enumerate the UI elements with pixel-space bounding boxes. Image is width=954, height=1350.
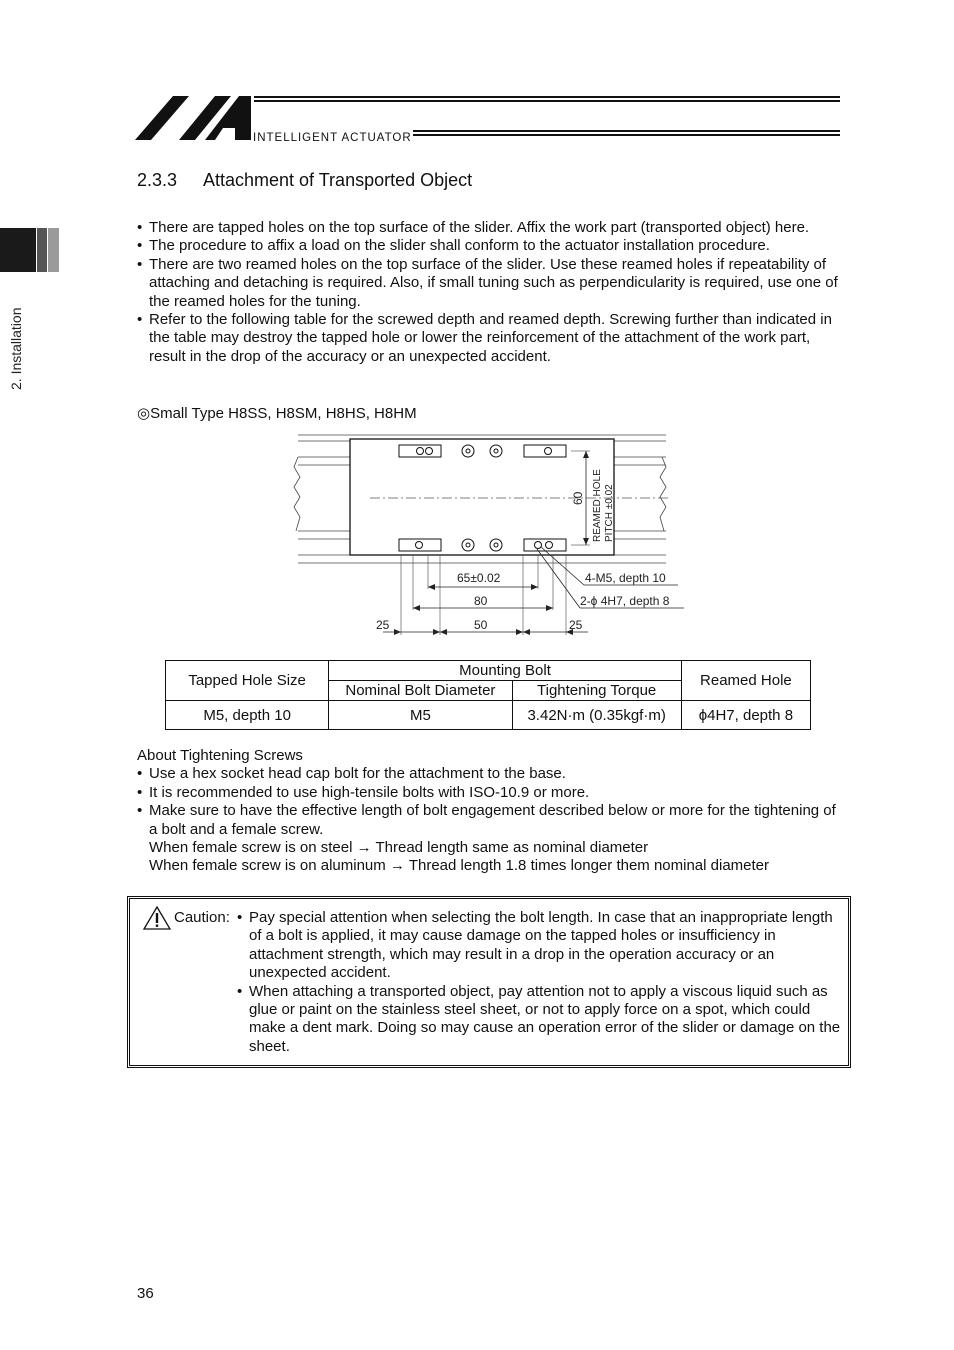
dim-80: 80 — [474, 594, 488, 608]
list-item: • It is recommended to use high-tensile bolts with ISO-10.9 or more. — [137, 784, 842, 802]
table-row — [166, 701, 811, 730]
caution-box — [127, 896, 851, 1068]
spec-table — [165, 660, 811, 730]
aluminum-thread-line: When female screw is on aluminum → Thread length 1.8 times longer them nominal diameter — [149, 857, 770, 875]
dim-60: 60 — [571, 491, 585, 505]
reamed-hole-callout: 2-ϕ 4H7, depth 8 — [580, 594, 670, 608]
list-item: • When attaching a transported object, pay attention not to apply a viscous liquid such as glue or paint on the stainless steel sheet, or not to apply force on a spot, which could make a dent mark. Doing so may cause an operation error of the slider or damage on the sheet. — [237, 983, 842, 1057]
chapter-label: 2. Installation — [8, 307, 24, 390]
tapped-hole-callout: 4-M5, depth 10 — [585, 571, 666, 585]
list-item: • The procedure to affix a load on the slider shall conform to the actuator installation procedure. — [137, 237, 842, 255]
header-reamed-hole: Reamed Hole — [681, 661, 810, 701]
header-mounting-bolt: Mounting Bolt — [329, 661, 682, 681]
section-heading — [137, 170, 472, 191]
dim-25-left: 25 — [376, 618, 390, 632]
steel-thread-line: When female screw is on steel → Thread length same as nominal diameter — [149, 839, 649, 857]
chapter-tab — [0, 228, 59, 272]
dim-reamed-hole-label: REAMED HOLE — [592, 469, 603, 542]
dim-pitch-label: PITCH ±0.02 — [604, 484, 615, 542]
warning-triangle-icon — [142, 905, 172, 931]
logo-slash-1 — [135, 96, 189, 140]
list-item: • There are two reamed holes on the top surface of the slider. Use these reamed holes if repeatability of attaching and detaching is required. Also, if small tuning such as perpendicularity is required, use one of the reamed holes for the tuning. — [137, 256, 842, 311]
dim-50: 50 — [474, 618, 488, 632]
caution-bullet-list — [237, 909, 842, 1056]
slider-drawing — [288, 425, 688, 645]
cell-torque: 3.42N·m (0.35kgf·m) — [512, 701, 681, 730]
section-number: 2.3.3 — [137, 170, 178, 190]
iai-logo — [135, 92, 840, 142]
header-tapped-hole-size: Tapped Hole Size — [166, 661, 329, 701]
list-item: • Pay special attention when selecting the bolt length. In case that an inappropriate length of a bolt is applied, it may cause damage on the tapped holes or insufficiency in attachment strength, which may result in a drop in the operation accuracy or an unexpected accident. — [237, 909, 842, 983]
list-item: • Use a hex socket head cap bolt for the attachment to the base. — [137, 765, 842, 783]
logo-brand-text: INTELLIGENT ACTUATOR — [253, 132, 412, 142]
section-title: Attachment of Transported Object — [203, 170, 473, 190]
list-item: • Refer to the following table for the screwed depth and reamed depth. Screwing further than indicated in the table may destroy the tapped hole or lower the reinforcement of the attachment of the work part, result in the drop of the accuracy or an unexpected accident. — [137, 311, 842, 366]
dim-25-right: 25 — [569, 618, 583, 632]
cell-tapped: M5, depth 10 — [166, 701, 329, 730]
caution-label: Caution: — [174, 909, 230, 926]
header-tightening-torque: Tightening Torque — [512, 681, 681, 701]
page-number: 36 — [137, 1285, 154, 1302]
intro-bullet-list — [137, 219, 842, 366]
dim-65: 65±0.02 — [457, 571, 501, 585]
tightening-section — [137, 747, 842, 876]
cell-nominal: M5 — [329, 701, 512, 730]
small-type-heading: ◎Small Type H8SS, H8SM, H8HS, H8HM — [137, 405, 417, 422]
cell-reamed: ϕ4H7, depth 8 — [681, 701, 810, 730]
list-item: • Make sure to have the effective length of bolt engagement described below or more for the tightening of a bolt and a female screw. — [137, 802, 842, 839]
tightening-bullet-list — [137, 765, 842, 839]
list-item: • There are tapped holes on the top surface of the slider. Affix the work part (transported object) here. — [137, 219, 842, 237]
tightening-heading: About Tightening Screws — [137, 747, 303, 764]
header-nominal-bolt-diameter: Nominal Bolt Diameter — [329, 681, 512, 701]
